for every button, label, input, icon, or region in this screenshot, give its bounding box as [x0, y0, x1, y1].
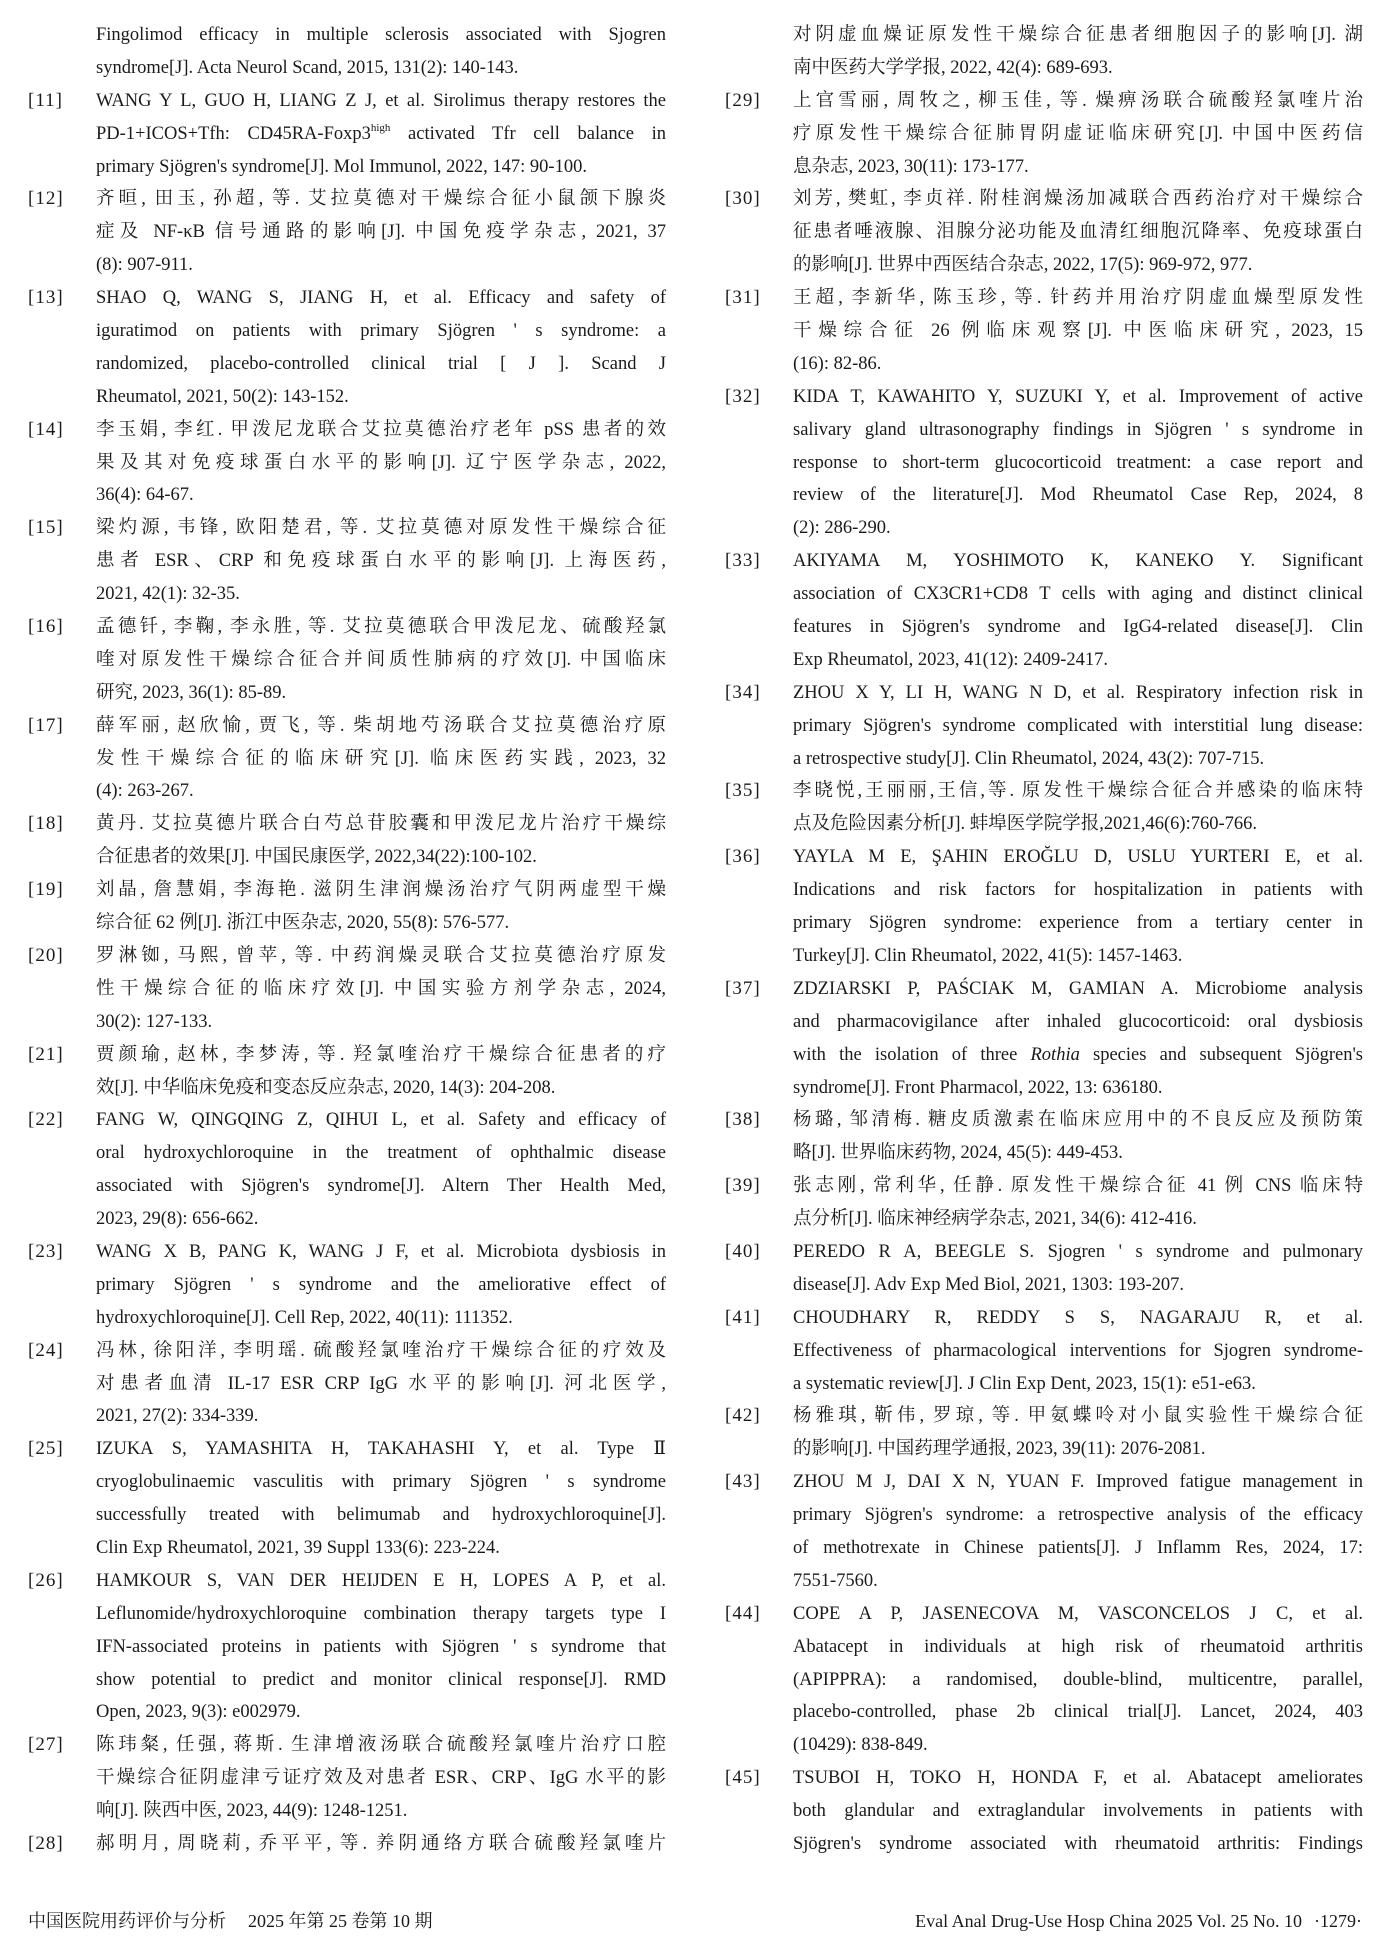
- reference-line: 郝明月, 周晓莉, 乔平平, 等. 养阴通络方联合硫酸羟氯喹片: [96, 1833, 666, 1854]
- reference-line: PEREDO R A, BEEGLE S. Sjogren ' s syndrome and pulmonary: [793, 1241, 1363, 1262]
- reference-entry: [725, 841, 1365, 973]
- reference-entry: [725, 381, 1365, 545]
- reference-line: 南中医药大学学报, 2022, 42(4): 689-693.: [793, 57, 1113, 78]
- reference-number: [36]: [725, 846, 761, 868]
- reference-line: 症及 NF-κB 信号通路的影响[J]. 中国免疫学杂志, 2021, 37: [96, 222, 666, 243]
- reference-line: 王超, 李新华, 陈玉珍, 等. 针药并用治疗阴虚血燥型原发性: [793, 288, 1363, 309]
- reference-line: 略[J]. 世界临床药物, 2024, 45(5): 449-453.: [793, 1143, 1123, 1164]
- reference-line: syndrome[J]. Front Pharmacol, 2022, 13: 636180.: [793, 1077, 1163, 1098]
- reference-number: [32]: [725, 385, 761, 407]
- reference-entry: [725, 85, 1365, 184]
- reference-number: [22]: [28, 1109, 64, 1131]
- reference-line: both glandular and extraglandular involvements in patients with: [793, 1801, 1363, 1822]
- reference-entry: [28, 710, 668, 809]
- reference-line: 干燥综合征 26 例临床观察[J]. 中医临床研究, 2023, 15: [793, 321, 1363, 342]
- journal-name-cn: 中国医院用药评价与分析: [28, 1911, 226, 1931]
- reference-line: ZDZIARSKI P, PAŚCIAK M, GAMIAN A. Microbiome analysis: [793, 978, 1363, 999]
- reference-line: 张志刚, 常利华, 任静. 原发性干燥综合征 41 例 CNS 临床特: [793, 1176, 1363, 1197]
- reference-line: 效[J]. 中华临床免疫和变态反应杂志, 2020, 14(3): 204-208.: [96, 1077, 556, 1098]
- reference-line: 疗原发性干燥综合征肺胃阴虚证临床研究[J]. 中国中医药信: [793, 123, 1363, 144]
- reference-line: Indications and risk factors for hospitalization in patients with: [793, 880, 1363, 901]
- reference-entry: [28, 1433, 668, 1565]
- reference-line: 的影响[J]. 中国药理学通报, 2023, 39(11): 2076-2081.: [793, 1439, 1206, 1460]
- reference-line: 2023, 29(8): 656-662.: [96, 1209, 259, 1230]
- reference-number: [23]: [28, 1240, 64, 1262]
- reference-number: [19]: [28, 879, 64, 901]
- reference-entry: [28, 874, 668, 940]
- reference-number: [31]: [725, 287, 761, 309]
- reference-line: 息杂志, 2023, 30(11): 173-177.: [793, 156, 1029, 177]
- reference-entry: [725, 545, 1365, 677]
- reference-line: a systematic review[J]. J Clin Exp Dent, 2023, 15(1): e51-e63.: [793, 1373, 1256, 1394]
- reference-line: 的影响[J]. 世界中西医结合杂志, 2022, 17(5): 969-972, 977.: [793, 255, 1253, 276]
- reference-entry: [28, 1039, 668, 1105]
- reference-number: [38]: [725, 1109, 761, 1131]
- reference-number: [17]: [28, 714, 64, 736]
- reference-line: of methotrexate in Chinese patients[J]. J Inflamm Res, 2024, 17:: [793, 1537, 1363, 1558]
- reference-line: 7551-7560.: [793, 1570, 878, 1591]
- reference-line: iguratimod on patients with primary Sjögren ' s syndrome: a: [96, 321, 666, 342]
- reference-line: 30(2): 127-133.: [96, 1011, 213, 1032]
- reference-number: [35]: [725, 780, 761, 802]
- reference-number: [41]: [725, 1306, 761, 1328]
- reference-number: [37]: [725, 977, 761, 999]
- reference-line: AKIYAMA M, YOSHIMOTO K, KANEKO Y. Significant: [793, 551, 1363, 572]
- reference-number: [15]: [28, 517, 64, 539]
- reference-line: IZUKA S, YAMASHITA H, TAKAHASHI Y, et al. Type Ⅱ: [96, 1439, 666, 1460]
- reference-entry: [725, 973, 1365, 1105]
- reference-number: [27]: [28, 1734, 64, 1756]
- reference-line: primary Sjögren's syndrome[J]. Mol Immunol, 2022, 147: 90-100.: [96, 156, 587, 177]
- reference-entry: [725, 1762, 1365, 1861]
- reference-entry: [28, 1335, 668, 1434]
- reference-line: 杨雅琪, 靳伟, 罗琼, 等. 甲氨蝶呤对小鼠实验性干燥综合征: [793, 1406, 1363, 1427]
- reference-line: associated with Sjögren's syndrome[J]. Altern Ther Health Med,: [96, 1176, 666, 1197]
- reference-line: WANG X B, PANG K, WANG J F, et al. Microbiota dysbiosis in: [96, 1241, 666, 1262]
- reference-line: ZHOU X Y, LI H, WANG N D, et al. Respiratory infection risk in: [793, 682, 1363, 703]
- reference-number: [18]: [28, 813, 64, 835]
- reference-column-left: [28, 19, 668, 1861]
- reference-line: 对患者血清 IL-17 ESR CRP IgG 水平的影响[J]. 河北医学,: [96, 1373, 666, 1394]
- reference-line: (APIPPRA): a randomised, double-blind, multicentre, parallel,: [793, 1669, 1363, 1690]
- reference-line: (16): 82-86.: [793, 353, 882, 374]
- reference-line: (4): 263-267.: [96, 781, 194, 802]
- reference-number: [26]: [28, 1569, 64, 1591]
- reference-line: 冯林, 徐阳洋, 李明瑶. 硫酸羟氯喹治疗干燥综合征的疗效及: [96, 1340, 666, 1361]
- reference-entry: [725, 19, 1365, 85]
- reference-number: [30]: [725, 188, 761, 210]
- reference-entry: [725, 677, 1365, 776]
- reference-number: [28]: [28, 1832, 64, 1854]
- reference-number: [13]: [28, 287, 64, 309]
- reference-number: [12]: [28, 188, 64, 210]
- reference-line: COPE A P, JASENECOVA M, VASCONCELOS J C, et al.: [793, 1603, 1363, 1624]
- reference-line: hydroxychloroquine[J]. Cell Rep, 2022, 40(11): 111352.: [96, 1307, 513, 1328]
- reference-number: [14]: [28, 418, 64, 440]
- text-segment: PD-1+ICOS+Tfh: CD45RA-Foxp3: [96, 123, 371, 144]
- reference-line: 薛军丽, 赵欣愉, 贾飞, 等. 柴胡地芍汤联合艾拉莫德治疗原: [96, 715, 666, 736]
- reference-entry: [28, 1565, 668, 1729]
- reference-entry: [725, 183, 1365, 282]
- reference-line: CHOUDHARY R, REDDY S S, NAGARAJU R, et al.: [793, 1307, 1363, 1328]
- text-segment: with the isolation of three: [793, 1044, 1031, 1065]
- reference-line: IFN-associated proteins in patients with Sjögren ' s syndrome that: [96, 1636, 666, 1657]
- reference-line: (8): 907-911.: [96, 255, 193, 276]
- reference-line: Rheumatol, 2021, 50(2): 143-152.: [96, 386, 349, 407]
- reference-entry: [28, 1729, 668, 1828]
- reference-line: 齐晅, 田玉, 孙超, 等. 艾拉莫德对干燥综合征小鼠颌下腺炎: [96, 189, 666, 210]
- reference-line: disease[J]. Adv Exp Med Biol, 2021, 1303: 193-207.: [793, 1274, 1185, 1295]
- reference-line: 36(4): 64-67.: [96, 485, 194, 506]
- reference-number: [39]: [725, 1175, 761, 1197]
- reference-number: [24]: [28, 1339, 64, 1361]
- reference-line: primary Sjögren syndrome: experience from a tertiary center in: [793, 913, 1363, 934]
- text-segment: species and subsequent Sjögren's: [1079, 1044, 1363, 1065]
- reference-number: [40]: [725, 1240, 761, 1262]
- reference-line: response to short-term glucocorticoid treatment: a case report and: [793, 452, 1363, 473]
- reference-column-right: [725, 19, 1365, 1861]
- reference-line: 点分析[J]. 临床神经病学杂志, 2021, 34(6): 412-416.: [793, 1209, 1197, 1230]
- reference-line: cryoglobulinaemic vasculitis with primary Sjögren ' s syndrome: [96, 1472, 666, 1493]
- reference-line: primary Sjögren's syndrome: a retrospective analysis of the efficacy: [793, 1505, 1363, 1526]
- reference-number: [11]: [28, 89, 63, 111]
- reference-line: placebo-controlled, phase 2b clinical trial[J]. Lancet, 2024, 403: [793, 1702, 1363, 1723]
- reference-line: association of CX3CR1+CD8 T cells with aging and distinct clinical: [793, 584, 1363, 605]
- reference-entry: [725, 1400, 1365, 1466]
- reference-line: (10429): 838-849.: [793, 1735, 928, 1756]
- reference-line: 黄丹. 艾拉莫德片联合白芍总苷胶囊和甲泼尼龙片治疗干燥综: [96, 814, 666, 835]
- reference-line: Leflunomide/hydroxychloroquine combination therapy targets type I: [96, 1603, 666, 1624]
- reference-line: 征患者唾液腺、泪腺分泌功能及血清红细胞沉降率、免疫球蛋白: [793, 222, 1363, 243]
- reference-number: [20]: [28, 944, 64, 966]
- reference-line: 陈玮粲, 任强, 蒋斯. 生津增液汤联合硫酸羟氯喹片治疗口腔: [96, 1735, 666, 1756]
- reference-line: ZHOU M J, DAI X N, YUAN F. Improved fatigue management in: [793, 1472, 1363, 1493]
- reference-line: 患者 ESR、CRP 和免疫球蛋白水平的影响[J]. 上海医药,: [96, 551, 666, 572]
- reference-entry: [28, 183, 668, 282]
- reference-line: Effectiveness of pharmacological interventions for Sjogren syndrome-: [793, 1340, 1363, 1361]
- reference-number: [42]: [725, 1405, 761, 1427]
- reference-entry: [725, 1466, 1365, 1598]
- reference-entry: [725, 1598, 1365, 1762]
- reference-entry: [725, 282, 1365, 381]
- reference-number: [34]: [725, 681, 761, 703]
- reference-line: 杨璐, 邹清梅. 糖皮质激素在临床应用中的不良反应及预防策: [793, 1110, 1363, 1131]
- reference-line: YAYLA M E, ŞAHIN EROĞLU D, USLU YURTERI E, et al.: [793, 847, 1363, 868]
- reference-line: 点及危险因素分析[J]. 蚌埠医学院学报,2021,46(6):760-766.: [793, 814, 1258, 835]
- reference-entry: [28, 611, 668, 710]
- page-number: ·1279·: [1314, 1911, 1362, 1931]
- footer-journal-info-en: [915, 1906, 1362, 1936]
- reference-line: 刘晶, 詹慧娟, 李海艳. 滋阴生津润燥汤治疗气阴两虚型干燥: [96, 880, 666, 901]
- reference-line: Turkey[J]. Clin Rheumatol, 2022, 41(5): 1457-1463.: [793, 945, 1183, 966]
- reference-line: 对阴虚血燥证原发性干燥综合征患者细胞因子的影响[J]. 湖: [793, 25, 1363, 45]
- reference-number: [44]: [725, 1602, 761, 1624]
- reference-line: WANG Y L, GUO H, LIANG Z J, et al. Sirolimus therapy restores the: [96, 90, 666, 111]
- reference-line: 干燥综合征阴虚津亏证疗效及对患者 ESR、CRP、IgG 水平的影: [96, 1768, 666, 1789]
- text-segment: activated Tfr cell balance in: [390, 123, 666, 144]
- reference-line: 李玉娟, 李红. 甲泼尼龙联合艾拉莫德治疗老年 pSS 患者的效: [96, 419, 666, 440]
- reference-number: [33]: [725, 550, 761, 572]
- footer-journal-info-cn: [28, 1906, 433, 1936]
- reference-line: KIDA T, KAWAHITO Y, SUZUKI Y, et al. Improvement of active: [793, 386, 1363, 407]
- reference-line: 2021, 42(1): 32-35.: [96, 584, 240, 605]
- reference-entry: [28, 512, 668, 611]
- reference-line: 李晓悦,王丽丽,王信,等. 原发性干燥综合征合并感染的临床特: [793, 781, 1363, 802]
- italic-text: Rothia: [1030, 1044, 1080, 1065]
- reference-line: features in Sjögren's syndrome and IgG4-related disease[J]. Clin: [793, 617, 1363, 638]
- reference-line: 刘芳, 樊虹, 李贞祥. 附桂润燥汤加减联合西药治疗对干燥综合: [793, 189, 1363, 210]
- reference-number: [25]: [28, 1438, 64, 1460]
- reference-entry: [725, 1302, 1365, 1401]
- reference-line: syndrome[J]. Acta Neurol Scand, 2015, 131(2): 140-143.: [96, 57, 519, 78]
- reference-line: Sjögren's syndrome associated with rheumatoid arthritis: Findings: [793, 1833, 1363, 1854]
- reference-number: [21]: [28, 1043, 64, 1065]
- reference-line: 发性干燥综合征的临床研究[J]. 临床医药实践, 2023, 32: [96, 748, 666, 769]
- reference-line: successfully treated with belimumab and hydroxychloroquine[J].: [96, 1505, 666, 1526]
- reference-line: 2021, 27(2): 334-339.: [96, 1406, 259, 1427]
- reference-line: 孟德钎, 李鞠, 李永胜, 等. 艾拉莫德联合甲泼尼龙、硫酸羟氯: [96, 617, 666, 638]
- reference-entry: [725, 1236, 1365, 1302]
- reference-line: TSUBOI H, TOKO H, HONDA F, et al. Abatacept ameliorates: [793, 1768, 1363, 1789]
- journal-name-en: Eval Anal Drug-Use Hosp China 2025 Vol. 25 No. 10: [915, 1911, 1302, 1931]
- reference-line: primary Sjögren ' s syndrome and the ameliorative effect of: [96, 1274, 666, 1295]
- reference-line: FANG W, QINGQING Z, QIHUI L, et al. Safety and efficacy of: [96, 1110, 666, 1131]
- reference-entry: [725, 1170, 1365, 1236]
- reference-line: oral hydroxychloroquine in the treatment of ophthalmic disease: [96, 1143, 666, 1164]
- reference-line: show potential to predict and monitor clinical response[J]. RMD: [96, 1669, 666, 1690]
- reference-line: [793, 1039, 1363, 1072]
- reference-line: primary Sjögren's syndrome complicated with interstitial lung disease:: [793, 715, 1363, 736]
- reference-line: a retrospective study[J]. Clin Rheumatol, 2024, 43(2): 707-715.: [793, 748, 1265, 769]
- reference-entry: [28, 19, 668, 85]
- reference-line: 研究, 2023, 36(1): 85-89.: [96, 682, 287, 703]
- reference-line: Exp Rheumatol, 2023, 41(12): 2409-2417.: [793, 649, 1108, 670]
- reference-line: 贾颜瑜, 赵林, 李梦涛, 等. 羟氯喹治疗干燥综合征患者的疗: [96, 1044, 666, 1065]
- issue-info-cn: 2025 年第 25 卷第 10 期: [248, 1911, 433, 1931]
- reference-line: salivary gland ultrasonography findings in Sjögren ' s syndrome in: [793, 419, 1363, 440]
- reference-line: 喹对原发性干燥综合征合并间质性肺病的疗效[J]. 中国临床: [96, 649, 666, 670]
- reference-entry: [28, 85, 668, 184]
- reference-entry: [28, 808, 668, 874]
- reference-number: [45]: [725, 1767, 761, 1789]
- reference-number: [29]: [725, 89, 761, 111]
- reference-line: randomized, placebo-controlled clinical trial [ J ]. Scand J: [96, 353, 666, 374]
- reference-line: Fingolimod efficacy in multiple sclerosis associated with Sjogren: [96, 25, 666, 45]
- reference-line: 性干燥综合征的临床疗效[J]. 中国实验方剂学杂志, 2024,: [96, 978, 666, 999]
- reference-number: [16]: [28, 616, 64, 638]
- reference-line: (2): 286-290.: [793, 518, 891, 539]
- reference-line: HAMKOUR S, VAN DER HEIJDEN E H, LOPES A P, et al.: [96, 1570, 666, 1591]
- reference-line: Abatacept in individuals at high risk of rheumatoid arthritis: [793, 1636, 1363, 1657]
- reference-line: 综合征 62 例[J]. 浙江中医杂志, 2020, 55(8): 576-577.: [96, 913, 510, 934]
- reference-entry: [28, 414, 668, 513]
- reference-number: [43]: [725, 1471, 761, 1493]
- reference-entry: [28, 1828, 668, 1861]
- reference-line: [96, 118, 666, 151]
- reference-line: 合征患者的效果[J]. 中国民康医学, 2022,34(22):100-102.: [96, 847, 537, 868]
- superscript-text: high: [370, 121, 391, 134]
- reference-entry: [28, 282, 668, 414]
- reference-line: 罗淋铷, 马熙, 曾苹, 等. 中药润燥灵联合艾拉莫德治疗原发: [96, 945, 666, 966]
- reference-line: Open, 2023, 9(3): e002979.: [96, 1702, 301, 1723]
- reference-entry: [28, 1104, 668, 1236]
- reference-line: Clin Exp Rheumatol, 2021, 39 Suppl 133(6): 223-224.: [96, 1537, 500, 1558]
- reference-line: 果及其对免疫球蛋白水平的影响[J]. 辽宁医学杂志, 2022,: [96, 452, 666, 473]
- reference-entry: [725, 775, 1365, 841]
- reference-entry: [28, 940, 668, 1039]
- reference-line: and pharmacovigilance after inhaled glucocorticoid: oral dysbiosis: [793, 1011, 1363, 1032]
- reference-line: 响[J]. 陕西中医, 2023, 44(9): 1248-1251.: [96, 1801, 408, 1822]
- reference-line: SHAO Q, WANG S, JIANG H, et al. Efficacy and safety of: [96, 288, 666, 309]
- reference-line: review of the literature[J]. Mod Rheumatol Case Rep, 2024, 8: [793, 485, 1363, 506]
- reference-line: 上官雪丽, 周牧之, 柳玉佳, 等. 燥痹汤联合硫酸羟氯喹片治: [793, 90, 1363, 111]
- reference-line: 梁灼源, 韦锋, 欧阳楚君, 等. 艾拉莫德对原发性干燥综合征: [96, 518, 666, 539]
- reference-entry: [28, 1236, 668, 1335]
- reference-entry: [725, 1104, 1365, 1170]
